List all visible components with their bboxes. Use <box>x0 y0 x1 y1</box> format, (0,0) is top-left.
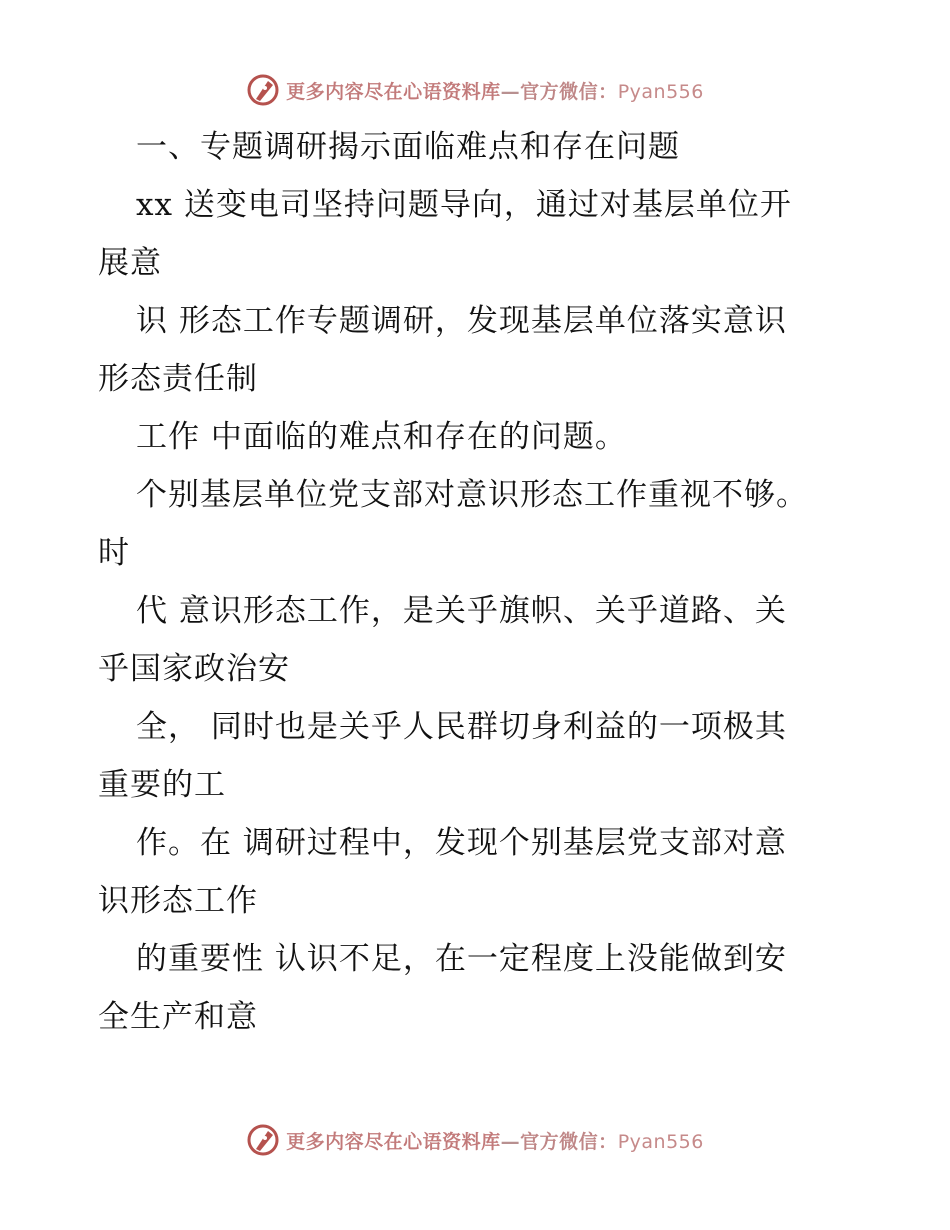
body-line: 工作 中面临的难点和存在的问题。 <box>136 419 627 455</box>
header-wechat-id: Pyan556 <box>617 80 704 103</box>
body-line: 识 形态工作专题调研，发现基层单位落实意识 <box>136 303 787 339</box>
header-wechat-label: 官方微信： <box>520 80 618 103</box>
body-line: 一、专题调研揭示面临难点和存在问题 <box>136 129 680 165</box>
header-banner <box>0 70 950 110</box>
footer-main-text: 更多内容尽在心语资料库 <box>286 1130 501 1153</box>
footer-wechat-id: Pyan556 <box>617 1130 704 1153</box>
document-body <box>98 118 838 1046</box>
body-line: 全， 同时也是关乎人民群切身利益的一项极其 <box>136 709 787 745</box>
header-text <box>286 77 704 104</box>
body-line: 全生产和意 <box>98 999 258 1035</box>
pen-nib-logo-icon <box>246 73 280 107</box>
body-line: 展意 <box>98 245 162 281</box>
header-separator: — <box>500 80 521 103</box>
footer-text <box>286 1127 704 1154</box>
footer-wechat-label: 官方微信： <box>520 1130 618 1153</box>
body-line: 乎国家政治安 <box>98 651 290 687</box>
body-line: 形态责任制 <box>98 361 258 397</box>
body-line: 的重要性 认识不足，在一定程度上没能做到安 <box>136 941 787 977</box>
body-line: 识形态工作 <box>98 883 258 919</box>
footer-banner <box>0 1120 950 1160</box>
body-line: xx 送变电司坚持问题导向，通过对基层单位开 <box>136 187 792 223</box>
header-main-text: 更多内容尽在心语资料库 <box>286 80 501 103</box>
pen-nib-logo-icon <box>246 1123 280 1157</box>
footer-separator: — <box>500 1130 521 1153</box>
body-line: 作。在 调研过程中，发现个别基层党支部对意 <box>136 825 787 861</box>
body-line: 时 <box>98 535 130 571</box>
body-line: 代 意识形态工作，是关乎旗帜、关乎道路、关 <box>136 593 787 629</box>
body-line: 重要的工 <box>98 767 226 803</box>
body-line: 个别基层单位党支部对意识形态工作重视不够。 <box>136 477 808 513</box>
